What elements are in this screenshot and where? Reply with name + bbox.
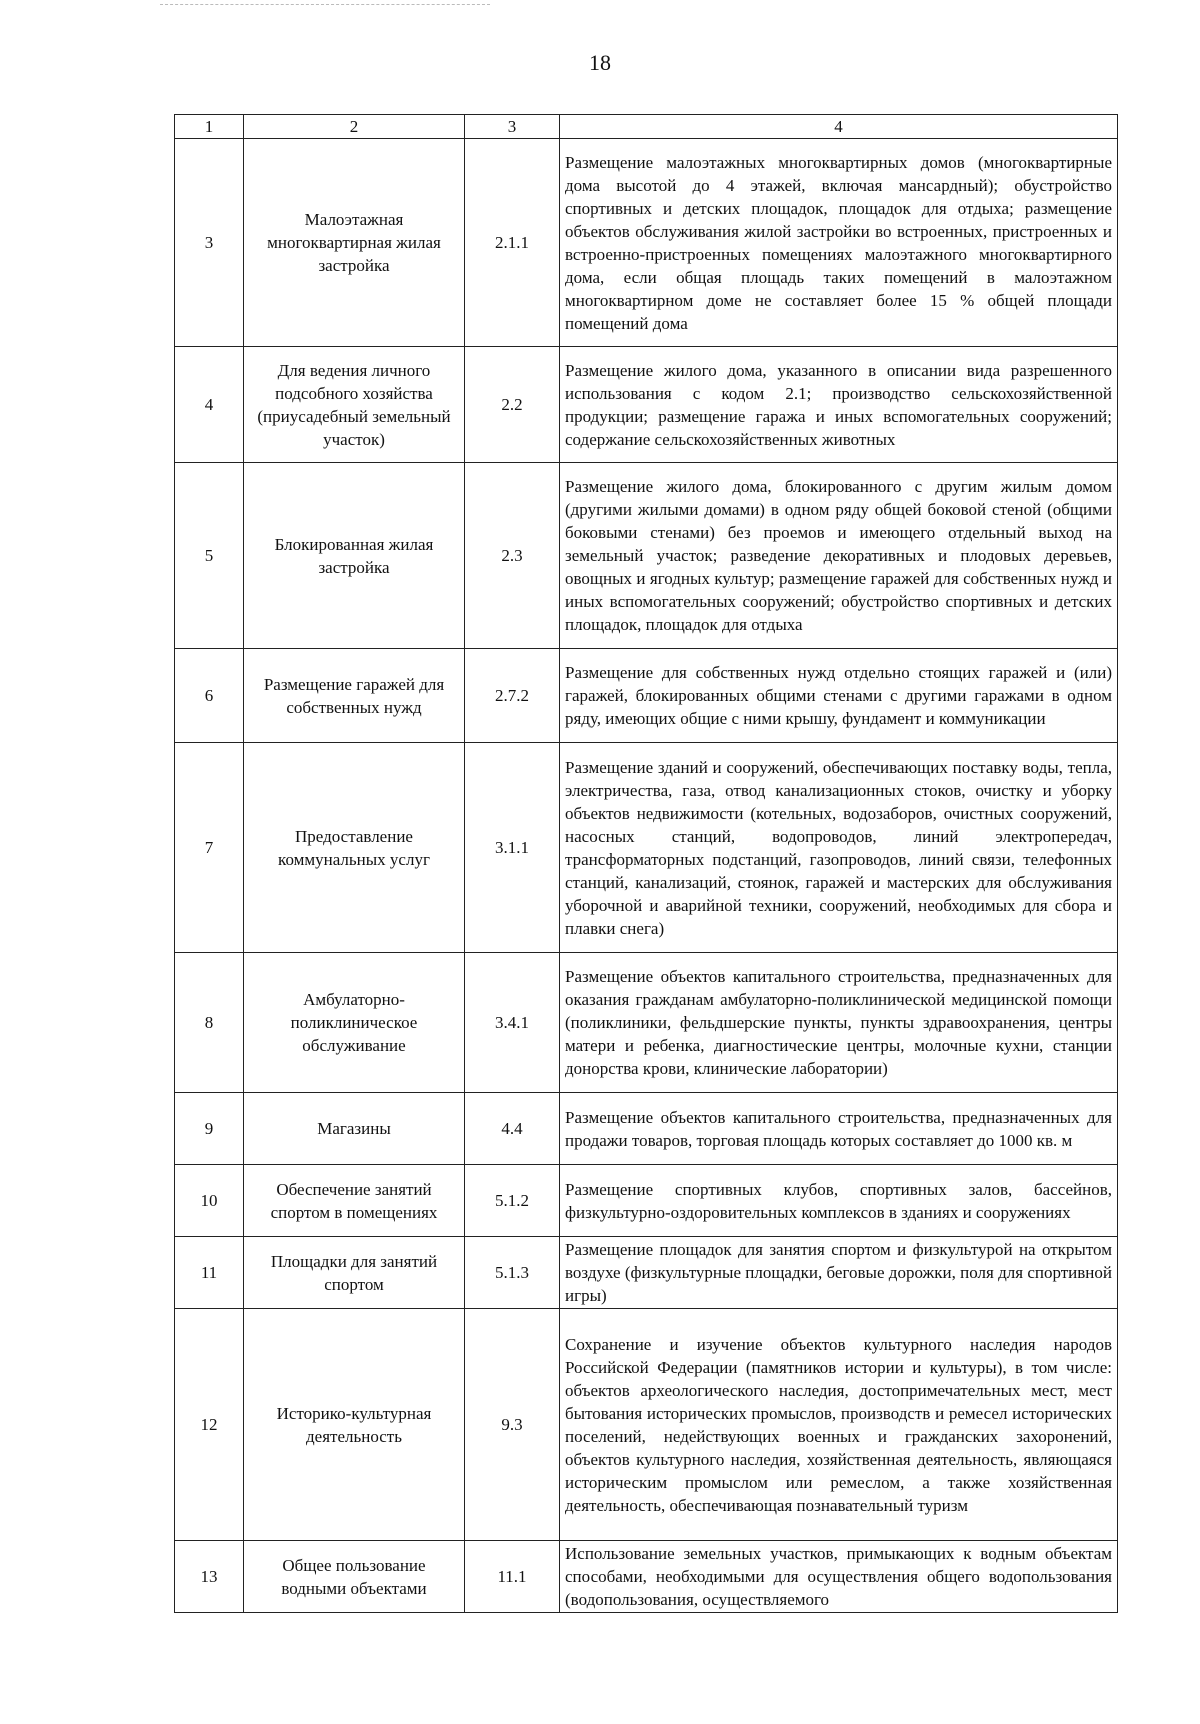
row-number: 13 xyxy=(175,1541,244,1613)
row-code: 3.4.1 xyxy=(465,953,560,1093)
row-code: 2.3 xyxy=(465,463,560,649)
table-row xyxy=(175,743,1118,953)
page-number: 18 xyxy=(589,50,611,75)
table-row xyxy=(175,139,1118,347)
row-name: Магазины xyxy=(244,1093,465,1165)
table-row xyxy=(175,347,1118,463)
row-name: Площадки для занятий спортом xyxy=(244,1237,465,1309)
row-number: 7 xyxy=(175,743,244,953)
land-use-table xyxy=(174,114,1118,1613)
row-code: 2.7.2 xyxy=(465,649,560,743)
row-description: Использование земельных участков, примыкающих к водным объектам способами, необходимыми для осуществления общего водопользования (водопользования, осуществляемого xyxy=(560,1541,1118,1613)
row-name: Блокированная жилая застройка xyxy=(244,463,465,649)
row-name: Для ведения личного подсобного хозяйства (приусадебный земельный участок) xyxy=(244,347,465,463)
row-name: Историко-культурная деятельность xyxy=(244,1309,465,1541)
table-row xyxy=(175,1165,1118,1237)
row-number: 10 xyxy=(175,1165,244,1237)
row-number: 6 xyxy=(175,649,244,743)
row-code: 11.1 xyxy=(465,1541,560,1613)
table-row xyxy=(175,649,1118,743)
row-code: 2.2 xyxy=(465,347,560,463)
row-description: Размещение объектов капитального строительства, предназначенных для оказания гражданам амбулаторно-поликлинической медицинской помощи (поликлиники, фельдшерские пункты, пункты здравоохранения, центры матери и ребенка, диагностические центры, молочные кухни, станции донорства крови, клинические лаборатории) xyxy=(560,953,1118,1093)
table-row xyxy=(175,1541,1118,1613)
table-row xyxy=(175,463,1118,649)
row-name: Обеспечение занятий спортом в помещениях xyxy=(244,1165,465,1237)
header-col-4: 4 xyxy=(560,115,1118,139)
row-description: Размещение зданий и сооружений, обеспечивающих поставку воды, тепла, электричества, газа, отвод канализационных стоков, очистку и уборку объектов недвижимости (котельных, водозаборов, очистных сооружений, насосных станций, водопроводов, линий электропередач, трансформаторных подстанций, газопроводов, линий связи, телефонных станций, канализаций, стоянок, гаражей и мастерских для обслуживания уборочной и аварийной техники, сооружений, необходимых для сбора и плавки снега) xyxy=(560,743,1118,953)
row-description: Размещение для собственных нужд отдельно стоящих гаражей и (или) гаражей, блокированных общими стенами с другими гаражами в одном ряду, имеющих общие с ними крышу, фундамент и коммуникации xyxy=(560,649,1118,743)
row-description: Сохранение и изучение объектов культурного наследия народов Российской Федерации (памятников истории и культуры), в том числе: объектов археологического наследия, достопримечательных мест, мест бытования исторических промыслов, производств и ремесел исторических поселений, недействующих военных и гражданских захоронений, объектов культурного наследия, хозяйственная деятельность, являющаяся историческим промыслом или ремеслом, а также хозяйственная деятельность, обеспечивающая познавательный туризм xyxy=(560,1309,1118,1541)
table-body xyxy=(175,139,1118,1613)
row-code: 5.1.2 xyxy=(465,1165,560,1237)
header-col-1: 1 xyxy=(175,115,244,139)
row-description: Размещение спортивных клубов, спортивных залов, бассейнов, физкультурно-оздоровительных комплексов в зданиях и сооружениях xyxy=(560,1165,1118,1237)
row-number: 12 xyxy=(175,1309,244,1541)
row-name: Размещение гаражей для собственных нужд xyxy=(244,649,465,743)
row-number: 4 xyxy=(175,347,244,463)
row-code: 2.1.1 xyxy=(465,139,560,347)
header-col-2: 2 xyxy=(244,115,465,139)
row-description: Размещение жилого дома, указанного в описании вида разрешенного использования с кодом 2.1; производство сельскохозяйственной продукции; размещение гаража и иных вспомогательных сооружений; содержание сельскохозяйственных животных xyxy=(560,347,1118,463)
table-row xyxy=(175,1093,1118,1165)
table-row xyxy=(175,1237,1118,1309)
row-description: Размещение жилого дома, блокированного с другим жилым домом (другими жилыми домами) в одном ряду общей боковой стеной (общими боковыми стенами) без проемов и имеющего отдельный выход на земельный участок; разведение декоративных и плодовых деревьев, овощных и ягодных культур; размещение гаражей для собственных нужд и иных вспомогательных сооружений; обустройство спортивных и детских площадок, площадок для отдыха xyxy=(560,463,1118,649)
row-description: Размещение малоэтажных многоквартирных домов (многоквартирные дома высотой до 4 этажей, включая мансардный); обустройство спортивных и детских площадок, площадок для отдыха; размещение объектов обслуживания жилой застройки во встроенных, пристроенных и встроенно-пристроенных помещениях малоэтажного многоквартирного дома, если общая площадь таких помещений в малоэтажном многоквартирном доме не составляет более 15 % общей площади помещений дома xyxy=(560,139,1118,347)
row-name: Общее пользование водными объектами xyxy=(244,1541,465,1613)
scan-artifact xyxy=(160,4,490,7)
table-header xyxy=(175,115,1118,139)
row-description: Размещение площадок для занятия спортом и физкультурой на открытом воздухе (физкультурные площадки, беговые дорожки, поля для спортивной игры) xyxy=(560,1237,1118,1309)
row-number: 8 xyxy=(175,953,244,1093)
row-number: 9 xyxy=(175,1093,244,1165)
row-name: Малоэтажная многоквартирная жилая застройка xyxy=(244,139,465,347)
row-name: Амбулаторно-поликлиническое обслуживание xyxy=(244,953,465,1093)
row-number: 11 xyxy=(175,1237,244,1309)
row-code: 4.4 xyxy=(465,1093,560,1165)
row-description: Размещение объектов капитального строительства, предназначенных для продажи товаров, торговая площадь которых составляет до 1000 кв. м xyxy=(560,1093,1118,1165)
row-code: 9.3 xyxy=(465,1309,560,1541)
table-row xyxy=(175,1309,1118,1541)
row-code: 3.1.1 xyxy=(465,743,560,953)
header-col-3: 3 xyxy=(465,115,560,139)
row-name: Предоставление коммунальных услуг xyxy=(244,743,465,953)
row-code: 5.1.3 xyxy=(465,1237,560,1309)
row-number: 3 xyxy=(175,139,244,347)
table-row xyxy=(175,953,1118,1093)
row-number: 5 xyxy=(175,463,244,649)
